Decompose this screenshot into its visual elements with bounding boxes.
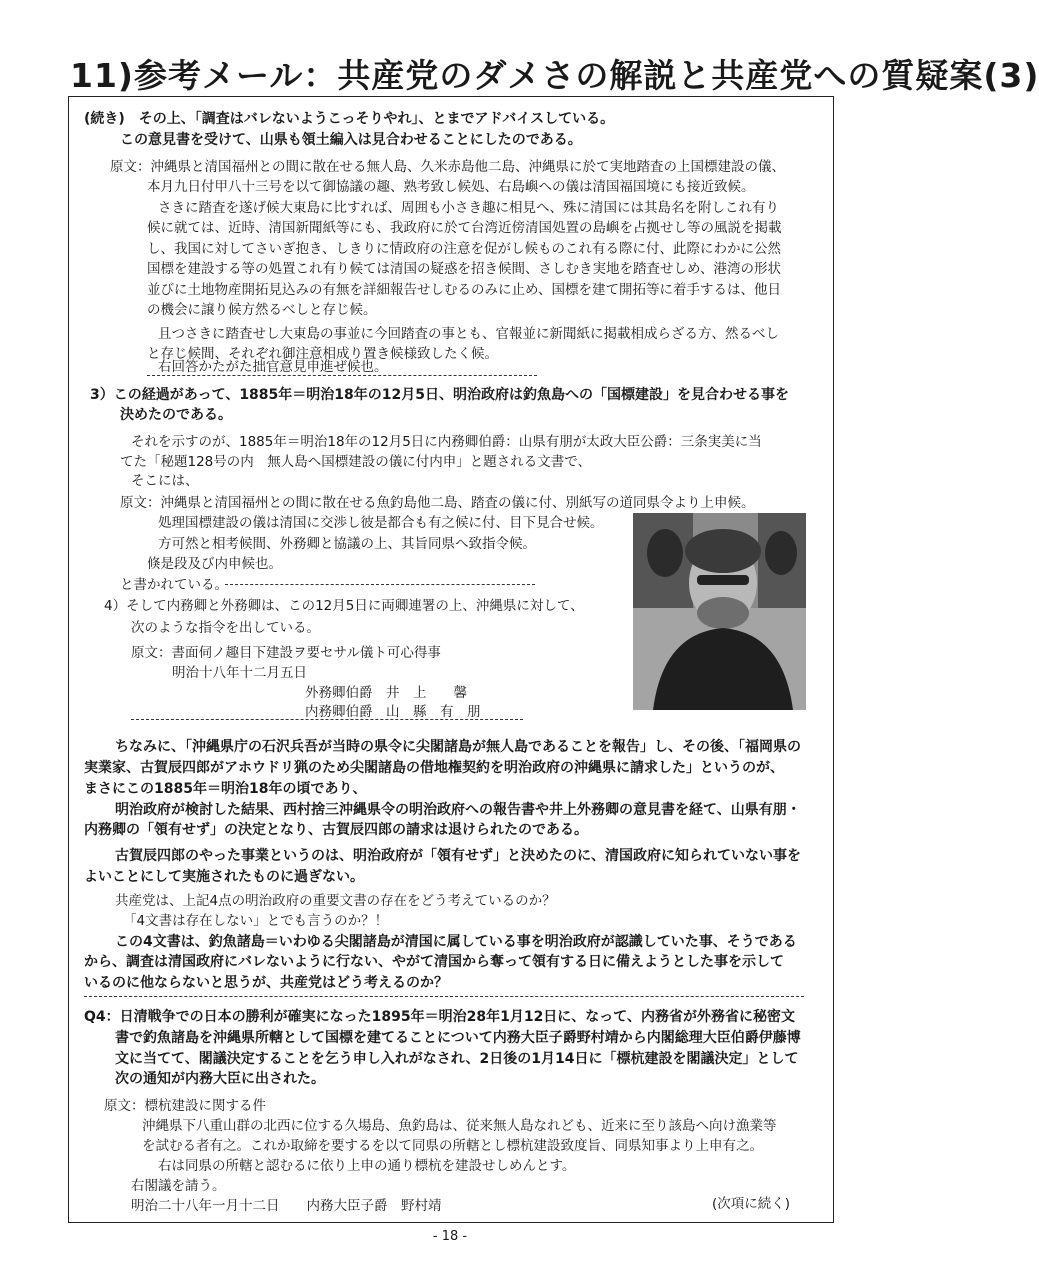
text-line: 実業家、古賀辰四郎がアホウドリ猟のため尖閣諸島の借地権契約を明治政府の沖縄県に請求した」というのが、 <box>84 760 784 776</box>
text-line: (続き) その上、「調査はバレないようこっそりやれ」、とまでアドバイスしている。 <box>84 111 615 127</box>
dashed-separator <box>147 375 537 376</box>
text-line: 明治二十八年一月十二日 内務大臣子爵 野村靖 <box>131 1198 442 1214</box>
text-line: 右閣議を請う。 <box>131 1178 226 1194</box>
text-line: と書かれている。 <box>120 577 228 593</box>
text-line: ちなみに、「沖縄県庁の石沢兵吾が当時の県令に尖閣諸島が無人島であることを報告」し、その後、「福岡県の <box>115 739 801 755</box>
text-line: 原文：沖縄県と清国福州との間に散在せる無人島、久米赤島他二島、沖縄県に於て実地踏査の上国標建設の儀、 <box>110 159 785 175</box>
text-line: 原文：書面伺ノ趣目下建設ヲ要セサル儀ト可心得事 <box>131 645 441 661</box>
page-number: - 18 - <box>432 1229 468 1244</box>
dashed-separator <box>131 719 523 720</box>
page-title: 11)参考メール：共産党のダメさの解説と共産党への質疑案(3) <box>70 56 1039 95</box>
text-line: てた「秘題128号の内 無人島へ国標建設の儀に付内申」と題される文書で、 <box>120 454 591 470</box>
continued-note: (次項に続く) <box>712 1196 791 1212</box>
text-line: 原文：沖縄県と清国福州との間に散在せる魚釣島他二島、踏査の儀に付、別紙写の道同県令より上申候。 <box>120 495 755 511</box>
text-line: 次のような指令を出している。 <box>131 620 320 636</box>
text-line: 本月九日付甲八十三号を以て御協議の趣、熟考致し候処、右島嶼への儀は清国福国境にも接近致候。 <box>147 179 755 195</box>
text-line: を試むる者有之。これか取締を要するを以て同県の所轄とし標杭建設致度旨、同県知事より上申有之。 <box>142 1138 763 1154</box>
portrait-photo-graphic <box>633 513 806 710</box>
dashed-separator <box>84 996 804 997</box>
text-line: 原文：標杭建設に関する件 <box>104 1098 266 1114</box>
text-line: 文に当てて、閣議決定することを乞う申し入れがなされ、2日後の1月14日に「標杭建設を閣議決定」として <box>115 1051 799 1067</box>
text-line: この4文書は、釣魚諸島＝いわゆる尖閣諸島が清国に属している事を明治政府が認識していた事、そうである <box>115 934 797 950</box>
text-line: 内務卿伯爵 山 縣 有 朋 <box>305 704 481 720</box>
text-line: し、我国に対してさいぎ抱き、しきりに情政府の注意を促がし候ものこれ有る際に付、此際にわかに公然 <box>147 241 781 257</box>
text-line: さきに踏査を遂げ候大東島に比すれば、周囲も小さき趣に相見へ、殊に清国には其島名を附しこれ有り <box>158 200 779 216</box>
text-line: 並びに土地物産開拓見込みの有無を詳細報告せしむるのみに止め、国標を建て開拓等に着手するは、他日 <box>147 282 781 298</box>
text-line: 外務卿伯爵 井 上 馨 <box>305 685 467 701</box>
text-line: 内務卿の「領有せず」の決定となり、古賀辰四郎の請求は退けられたのである。 <box>84 822 588 838</box>
text-line: 3）この経過があって、1885年＝明治18年の12月5日、明治政府は釣魚島への「国標建設」を見合わせる事を <box>90 387 789 403</box>
text-line: 候に就ては、近時、清国新聞紙等にも、我政府に於て台湾近傍清国処置の島嶼を占拠せし等の風説を掲載 <box>147 220 782 236</box>
text-line: 沖縄県下八重山群の北西に位する久場島、魚釣島は、従来無人島なれども、近来に至り該島へ向け漁業等 <box>142 1118 777 1134</box>
dashed-separator <box>225 584 535 585</box>
text-line: の機会に譲り候方然るべしと存じ候。 <box>147 302 377 318</box>
portrait-photo <box>633 513 806 710</box>
text-line: この意見書を受けて、山県も領土編入は見合わせることにしたのである。 <box>120 132 582 148</box>
text-line: 国標を建設する等の処置これ有り候ては清国の疑惑を招き候間、さしむき実地を踏査せしめ、港湾の形状 <box>147 261 781 277</box>
text-line: 右回答かたがた拙官意見申進ぜ候也。 <box>158 359 388 375</box>
text-line: まさにこの1885年＝明治18年の頃であり、 <box>84 781 367 797</box>
text-line: 書で釣魚諸島を沖縄県所轄として国標を建てることについて内務大臣子爵野村靖から内閣総理大臣伯爵伊藤博 <box>115 1030 801 1046</box>
text-line: 方可然と相考候間、外務卿と協議の上、其旨同県へ致指令候。 <box>158 536 536 552</box>
text-line: 4）そして内務卿と外務卿は、この12月5日に両卿連署の上、沖縄県に対して、 <box>104 598 584 614</box>
text-line: 右は同県の所轄と認むるに依り上申の通り標杭を建設せしめんとす。 <box>158 1158 576 1174</box>
text-line: 決めたのである。 <box>120 407 232 423</box>
text-line: 明治政府が検討した結果、西村捨三沖縄県令の明治政府への報告書や井上外務卿の意見書を経て、山県有朋・ <box>115 802 801 818</box>
text-line: 共産党は、上記4点の明治政府の重要文書の存在をどう考えているのか？ <box>115 893 556 909</box>
text-line: そこには、 <box>131 473 199 489</box>
text-line: と存じ候間、それぞれ御注意相成り置き候様致したく候。 <box>147 346 498 362</box>
text-line: Q4：日清戦争での日本の勝利が確実になった1895年＝明治28年1月12日に、なって、内務省が外務省に秘密文 <box>84 1009 796 1025</box>
text-line: よいことにして実施されたものに過ぎない。 <box>84 869 364 885</box>
text-line: 次の通知が内務大臣に出された。 <box>115 1071 325 1087</box>
text-line: 古賀辰四郎のやった事業というのは、明治政府が「領有せず」と決めたのに、清国政府に知られていない事を <box>115 848 801 864</box>
text-line: それを示すのが、1885年＝明治18年の12月5日に内務卿伯爵：山県有朋が太政大臣公爵：三条実美に当 <box>131 434 762 450</box>
text-line: から、調査は清国政府にバレないように行ない、やがて清国から奪って領有する日に備えようとした事を示して <box>84 954 784 970</box>
text-line: 処理国標建設の儀は清国に交渉し彼是都合も有之候に付、目下見合せ候。 <box>158 515 604 531</box>
text-line: 且つさきに踏査せし大東島の事並に今回踏査の事とも、官報並に新聞紙に掲載相成らざる方、然るべし <box>158 326 779 342</box>
text-line: 明治十八年十二月五日 <box>172 665 307 681</box>
text-line: 「4文書は存在しない」とでも言うのか？！ <box>123 913 389 929</box>
text-line: いるのに他ならないと思うが、共産党はどう考えるのか？ <box>84 975 448 991</box>
text-line: 倏是段及び内申候也。 <box>147 556 282 572</box>
